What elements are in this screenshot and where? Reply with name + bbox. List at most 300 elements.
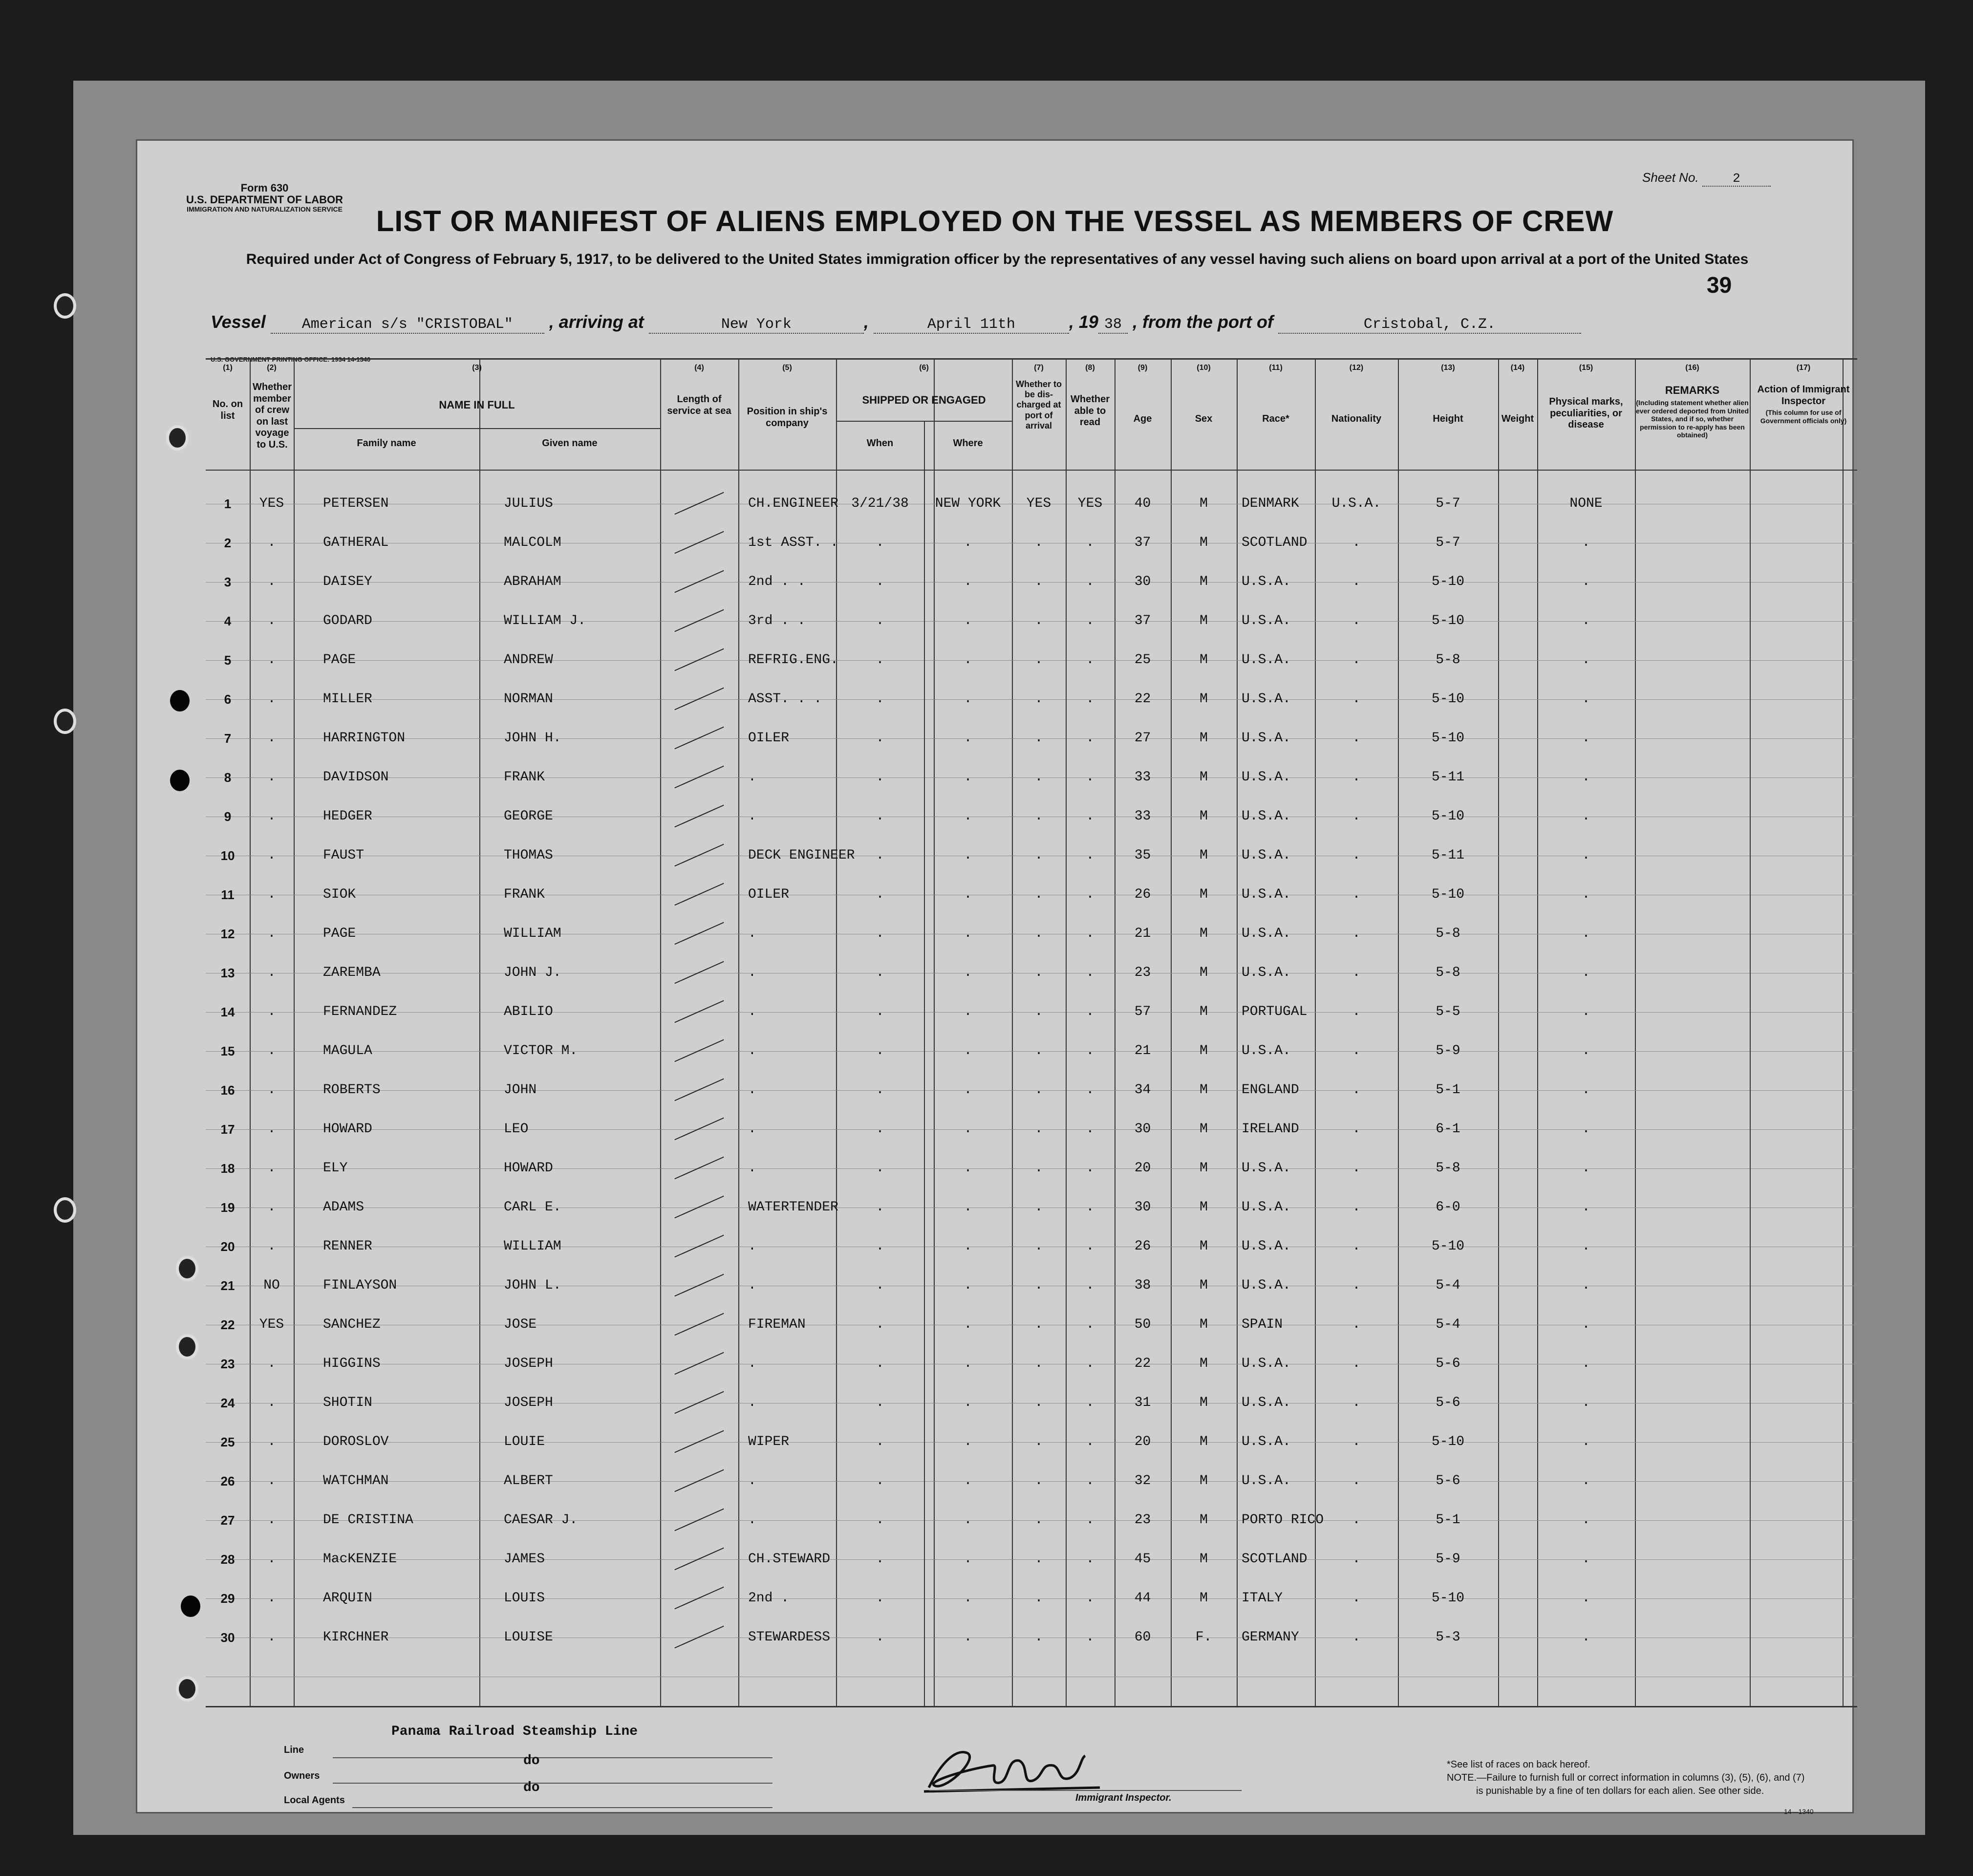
cell-read: . — [1086, 848, 1094, 863]
cell-when: . — [876, 535, 884, 550]
cell-prev: . — [267, 1004, 276, 1019]
cell-no: 24 — [220, 1396, 235, 1410]
cell-height: 5-7 — [1436, 496, 1460, 511]
cell-phys: . — [1582, 1278, 1590, 1293]
cell-race: U.S.A. — [1242, 691, 1291, 707]
cell-given: WILLIAM — [504, 926, 561, 941]
cell-when: . — [876, 809, 884, 824]
cell-prev: . — [267, 1473, 276, 1488]
cell-given: JOHN H. — [504, 731, 561, 746]
column-number: (15) — [1579, 364, 1593, 372]
inspector-underline — [929, 1790, 1242, 1791]
cell-where: . — [964, 1239, 972, 1254]
column-number: (10) — [1197, 364, 1211, 372]
cell-phys: . — [1582, 652, 1590, 668]
cell-nat: . — [1352, 1121, 1361, 1137]
cell-when: . — [876, 1317, 884, 1332]
cell-race: U.S.A. — [1242, 848, 1291, 863]
service-tick-mark — [674, 1313, 724, 1336]
cell-read: . — [1086, 1239, 1094, 1254]
cell-where: . — [964, 848, 972, 863]
cell-phys: . — [1582, 1434, 1590, 1449]
cell-no: 1 — [224, 496, 232, 511]
cell-when: . — [876, 574, 884, 589]
cell-family: FAUST — [323, 848, 365, 863]
cell-where: . — [964, 535, 972, 550]
cell-given: JULIUS — [504, 496, 553, 511]
binder-hole — [176, 1676, 198, 1702]
cell-sex: M — [1200, 1200, 1208, 1215]
cell-age: 22 — [1134, 691, 1151, 707]
cell-no: 18 — [220, 1161, 235, 1176]
cell-age: 26 — [1134, 1239, 1151, 1254]
cell-no: 20 — [220, 1239, 235, 1254]
cell-read: . — [1086, 652, 1094, 668]
cell-age: 30 — [1134, 1121, 1151, 1137]
cell-height: 5-6 — [1436, 1356, 1460, 1371]
cell-height: 6-0 — [1436, 1200, 1460, 1215]
column-header: Race* — [1262, 413, 1289, 424]
column-number: (1) — [223, 364, 233, 372]
cell-where: . — [964, 926, 972, 941]
cell-no: 6 — [224, 692, 232, 707]
cell-given: HOWARD — [504, 1161, 553, 1176]
cell-given: ALBERT — [504, 1473, 553, 1488]
column-header: Physical marks, peculiarities, or disease — [1549, 396, 1623, 431]
binder-hole — [166, 425, 189, 451]
cell-no: 21 — [220, 1278, 235, 1293]
column-header: When — [866, 438, 894, 449]
service-tick-mark — [674, 883, 724, 906]
cell-where: . — [964, 731, 972, 746]
cell-nat: . — [1352, 887, 1361, 902]
column-header: Given name — [542, 438, 598, 449]
cell-nat: . — [1352, 652, 1361, 668]
cell-given: LEO — [504, 1121, 529, 1137]
arrival-date: April 11th — [874, 316, 1069, 334]
cell-race: PORTUGAL — [1242, 1004, 1308, 1019]
cell-height: 5-10 — [1431, 809, 1465, 824]
cell-no: 12 — [220, 927, 235, 941]
cell-race: U.S.A. — [1242, 1161, 1291, 1176]
cell-sex: F. — [1195, 1630, 1212, 1645]
column-number: (14) — [1510, 364, 1525, 372]
cell-disch: . — [1034, 535, 1043, 550]
cell-family: FINLAYSON — [323, 1278, 397, 1293]
cell-phys: . — [1582, 574, 1590, 589]
cell-family: HIGGINS — [323, 1356, 381, 1371]
cell-family: DAISEY — [323, 574, 372, 589]
cell-when: . — [876, 1082, 884, 1098]
service-tick-mark — [674, 1235, 724, 1258]
manifest-sheet — [136, 139, 1854, 1813]
cell-position: . — [748, 965, 756, 980]
cell-position: 3rd . . — [748, 613, 806, 628]
cell-phys: . — [1582, 809, 1590, 824]
column-divider — [1635, 360, 1636, 1706]
column-divider — [1237, 360, 1238, 1706]
cell-when: . — [876, 1043, 884, 1058]
cell-read: . — [1086, 1395, 1094, 1410]
cell-age: 26 — [1134, 887, 1151, 902]
cell-where: . — [964, 887, 972, 902]
cell-position: . — [748, 1043, 756, 1058]
cell-height: 5-10 — [1431, 574, 1465, 589]
binder-hole — [176, 1334, 198, 1359]
cell-position: CH.STEWARD — [748, 1552, 831, 1567]
cell-age: 21 — [1134, 1043, 1151, 1058]
column-number: (6) — [919, 364, 929, 372]
cell-disch: . — [1034, 887, 1043, 902]
cell-nat: . — [1352, 1004, 1361, 1019]
cell-age: 38 — [1134, 1278, 1151, 1293]
cell-age: 45 — [1134, 1552, 1151, 1567]
cell-height: 5-4 — [1436, 1278, 1460, 1293]
cell-when: . — [876, 770, 884, 785]
column-number: (13) — [1441, 364, 1455, 372]
cell-given: LOUISE — [504, 1630, 553, 1645]
cell-prev: . — [267, 1043, 276, 1058]
cell-disch: . — [1034, 1004, 1043, 1019]
line-label: Line — [284, 1745, 304, 1755]
cell-family: HEDGER — [323, 809, 372, 824]
cell-age: 44 — [1134, 1591, 1151, 1606]
cell-position: . — [748, 1121, 756, 1137]
service-tick-mark — [674, 1039, 724, 1062]
cell-no: 9 — [224, 809, 232, 824]
cell-when: . — [876, 1434, 884, 1449]
column-header: (This column for use of Government officials only) — [1760, 409, 1847, 425]
cell-when: . — [876, 1512, 884, 1528]
service-tick-mark — [674, 1391, 724, 1414]
service-tick-mark — [674, 1274, 724, 1297]
cell-prev: YES — [259, 496, 284, 511]
cell-race: DENMARK — [1242, 496, 1299, 511]
form-number: Form 630 — [240, 182, 289, 194]
cell-family: FERNANDEZ — [323, 1004, 397, 1019]
cell-nat: . — [1352, 926, 1361, 941]
column-header: Position in ship's company — [747, 406, 828, 429]
cell-family: DAVIDSON — [323, 770, 389, 785]
column-number: (4) — [694, 364, 704, 372]
cell-where: . — [964, 1512, 972, 1528]
service-tick-mark — [674, 805, 724, 828]
cell-read: . — [1086, 1512, 1094, 1528]
cell-nat: . — [1352, 1161, 1361, 1176]
cell-disch: . — [1034, 809, 1043, 824]
cell-where: NEW YORK — [935, 496, 1001, 511]
cell-read: . — [1086, 1473, 1094, 1488]
cell-position: . — [748, 809, 756, 824]
cell-age: 23 — [1134, 1512, 1151, 1528]
cell-when: . — [876, 926, 884, 941]
cell-height: 5-9 — [1436, 1043, 1460, 1058]
cell-nat: . — [1352, 731, 1361, 746]
cell-position: . — [748, 926, 756, 941]
column-number: (5) — [782, 364, 792, 372]
cell-age: 23 — [1134, 965, 1151, 980]
cell-where: . — [964, 1473, 972, 1488]
cell-prev: . — [267, 770, 276, 785]
owners-value: do — [523, 1753, 540, 1768]
cell-given: JOHN L. — [504, 1278, 561, 1293]
column-header: Length of service at sea — [667, 394, 731, 416]
cell-race: ITALY — [1242, 1591, 1283, 1606]
cell-prev: . — [267, 809, 276, 824]
cell-given: FRANK — [504, 887, 545, 902]
service-tick-mark — [674, 1078, 724, 1101]
cell-race: U.S.A. — [1242, 1278, 1291, 1293]
vessel-line: Vessel American s/s "CRISTOBAL" , arriving at New York , April 11th , 19 38 , from the port of Cristobal, C.Z. — [211, 312, 1823, 334]
column-divider — [1498, 360, 1499, 1706]
cell-nat: . — [1352, 613, 1361, 628]
cell-position: . — [748, 1004, 756, 1019]
cell-race: U.S.A. — [1242, 613, 1291, 628]
cell-position: 1st ASST. . — [748, 535, 838, 550]
cell-given: MALCOLM — [504, 535, 561, 550]
column-number: (17) — [1796, 364, 1811, 372]
service-tick-mark — [674, 1352, 724, 1375]
cell-height: 5-5 — [1436, 1004, 1460, 1019]
cell-family: WATCHMAN — [323, 1473, 389, 1488]
punch-mark — [170, 770, 190, 791]
cell-race: U.S.A. — [1242, 1043, 1291, 1058]
cell-nat: U.S.A. — [1331, 496, 1381, 511]
cell-read: YES — [1077, 496, 1103, 511]
cell-phys: . — [1582, 731, 1590, 746]
cell-position: ASST. . . — [748, 691, 822, 707]
cell-phys: . — [1582, 1591, 1590, 1606]
cell-read: . — [1086, 887, 1094, 902]
cell-no: 19 — [220, 1200, 235, 1215]
crew-table — [206, 358, 1857, 1707]
cell-where: . — [964, 1278, 972, 1293]
punch-mark — [181, 1596, 200, 1617]
cell-age: 50 — [1134, 1317, 1151, 1332]
cell-where: . — [964, 770, 972, 785]
cell-phys: . — [1582, 1004, 1590, 1019]
service-tick-mark — [674, 1196, 724, 1219]
column-header: Sex — [1195, 413, 1213, 424]
cell-sex: M — [1200, 691, 1208, 707]
cell-sex: M — [1200, 1473, 1208, 1488]
cell-sex: M — [1200, 809, 1208, 824]
cell-given: JOSE — [504, 1317, 537, 1332]
cell-phys: . — [1582, 1082, 1590, 1098]
cell-no: 4 — [224, 614, 232, 628]
cell-family: MAGULA — [323, 1043, 372, 1058]
cell-position: OILER — [748, 887, 790, 902]
cell-age: 33 — [1134, 809, 1151, 824]
cell-position: . — [748, 1082, 756, 1098]
column-header: SHIPPED OR ENGAGED — [862, 394, 986, 406]
stamp-number: 39 — [1707, 272, 1732, 298]
cell-phys: . — [1582, 535, 1590, 550]
column-number: (9) — [1137, 364, 1148, 372]
cell-where: . — [964, 691, 972, 707]
cell-age: 37 — [1134, 613, 1151, 628]
cell-height: 5-10 — [1431, 691, 1465, 707]
cell-disch: . — [1034, 1317, 1043, 1332]
cell-prev: . — [267, 887, 276, 902]
cell-nat: . — [1352, 1317, 1361, 1332]
cell-prev: . — [267, 1512, 276, 1528]
cell-when: . — [876, 1239, 884, 1254]
cell-phys: . — [1582, 1552, 1590, 1567]
cell-read: . — [1086, 926, 1094, 941]
cell-where: . — [964, 1552, 972, 1567]
departure-port: Cristobal, C.Z. — [1278, 316, 1581, 334]
cell-height: 5-11 — [1431, 770, 1465, 785]
cell-no: 23 — [220, 1357, 235, 1371]
cell-family: PAGE — [323, 926, 356, 941]
cell-given: GEORGE — [504, 809, 553, 824]
cell-where: . — [964, 1630, 972, 1645]
cell-height: 5-10 — [1431, 731, 1465, 746]
cell-disch: . — [1034, 1200, 1043, 1215]
service-tick-mark — [674, 688, 724, 711]
cell-position: . — [748, 1239, 756, 1254]
cell-prev: . — [267, 1200, 276, 1215]
cell-disch: . — [1034, 1434, 1043, 1449]
cell-family: HOWARD — [323, 1121, 372, 1137]
cell-where: . — [964, 1043, 972, 1058]
cell-no: 8 — [224, 770, 232, 785]
column-header: Where — [953, 438, 983, 449]
cell-where: . — [964, 1317, 972, 1332]
cell-nat: . — [1352, 535, 1361, 550]
cell-age: 25 — [1134, 652, 1151, 668]
cell-when: . — [876, 1278, 884, 1293]
cell-position: 2nd . — [748, 1591, 790, 1606]
cell-phys: . — [1582, 1161, 1590, 1176]
cell-no: 25 — [220, 1435, 235, 1449]
cell-race: IRELAND — [1242, 1121, 1299, 1137]
cell-sex: M — [1200, 770, 1208, 785]
cell-sex: M — [1200, 887, 1208, 902]
cell-disch: . — [1034, 1473, 1043, 1488]
cell-age: 35 — [1134, 848, 1151, 863]
cell-nat: . — [1352, 965, 1361, 980]
cell-nat: . — [1352, 691, 1361, 707]
cell-read: . — [1086, 1317, 1094, 1332]
cell-nat: . — [1352, 1591, 1361, 1606]
cell-no: 14 — [220, 1005, 235, 1019]
cell-sex: M — [1200, 1278, 1208, 1293]
cell-sex: M — [1200, 926, 1208, 941]
cell-disch: . — [1034, 1082, 1043, 1098]
service-tick-mark — [674, 922, 724, 945]
column-number: (12) — [1349, 364, 1364, 372]
agents-label: Local Agents — [284, 1795, 345, 1806]
cell-family: MacKENZIE — [323, 1552, 397, 1567]
cell-race: SCOTLAND — [1242, 1552, 1308, 1567]
cell-read: . — [1086, 770, 1094, 785]
cell-read: . — [1086, 1434, 1094, 1449]
cell-phys: . — [1582, 965, 1590, 980]
cell-sex: M — [1200, 1395, 1208, 1410]
cell-family: PETERSEN — [323, 496, 389, 511]
cell-prev: . — [267, 926, 276, 941]
cell-height: 5-7 — [1436, 535, 1460, 550]
cell-sex: M — [1200, 574, 1208, 589]
cell-nat: . — [1352, 1278, 1361, 1293]
cell-phys: . — [1582, 613, 1590, 628]
cell-read: . — [1086, 965, 1094, 980]
column-header: Whether to be dis-charged at port of arrival — [1016, 379, 1062, 431]
service-tick-mark — [674, 1626, 724, 1649]
subheader-divider — [294, 428, 660, 429]
cell-prev: . — [267, 1082, 276, 1098]
service-tick-mark — [674, 1430, 724, 1453]
cell-given: VICTOR M. — [504, 1043, 578, 1058]
cell-given: WILLIAM J. — [504, 613, 586, 628]
cell-nat: . — [1352, 1512, 1361, 1528]
cell-disch: . — [1034, 1552, 1043, 1567]
cell-when: . — [876, 1200, 884, 1215]
cell-read: . — [1086, 1004, 1094, 1019]
cell-height: 5-6 — [1436, 1473, 1460, 1488]
cell-family: DOROSLOV — [323, 1434, 389, 1449]
sheet-number — [1642, 170, 1771, 187]
cell-nat: . — [1352, 770, 1361, 785]
cell-nat: . — [1352, 1434, 1361, 1449]
cell-nat: . — [1352, 1395, 1361, 1410]
cell-phys: . — [1582, 1317, 1590, 1332]
column-number: (3) — [472, 364, 482, 372]
cell-no: 17 — [220, 1122, 235, 1137]
column-header: Weight — [1501, 413, 1534, 424]
cell-family: ZAREMBA — [323, 965, 381, 980]
cell-age: 34 — [1134, 1082, 1151, 1098]
cell-read: . — [1086, 535, 1094, 550]
cell-age: 33 — [1134, 770, 1151, 785]
binder-hole — [54, 1197, 76, 1223]
column-number: (8) — [1085, 364, 1095, 372]
cell-prev: . — [267, 731, 276, 746]
owners-label: Owners — [284, 1770, 320, 1781]
cell-family: SANCHEZ — [323, 1317, 381, 1332]
cell-height: 5-10 — [1431, 887, 1465, 902]
manifest-footer — [206, 1704, 1857, 1815]
cell-prev: NO — [263, 1278, 280, 1293]
binder-hole — [54, 709, 76, 734]
cell-race: U.S.A. — [1242, 1356, 1291, 1371]
agents-underline — [352, 1807, 772, 1808]
form-code: 14—1340 — [1784, 1808, 1814, 1815]
cell-position: . — [748, 1512, 756, 1528]
vessel-label: Vessel — [211, 312, 266, 332]
cell-when: . — [876, 1356, 884, 1371]
cell-nat: . — [1352, 574, 1361, 589]
cell-family: ROBERTS — [323, 1082, 381, 1098]
cell-age: 30 — [1134, 1200, 1151, 1215]
from-port-label: , from the port of — [1132, 312, 1273, 332]
service-tick-mark — [674, 766, 724, 789]
cell-prev: . — [267, 848, 276, 863]
cell-age: 60 — [1134, 1630, 1151, 1645]
cell-prev: . — [267, 965, 276, 980]
column-header: NAME IN FULL — [439, 399, 515, 411]
cell-position: . — [748, 1395, 756, 1410]
cell-disch: YES — [1026, 496, 1051, 511]
cell-disch: . — [1034, 731, 1043, 746]
cell-given: NORMAN — [504, 691, 553, 707]
cell-race: U.S.A. — [1242, 887, 1291, 902]
cell-phys: . — [1582, 1395, 1590, 1410]
cell-when: . — [876, 887, 884, 902]
cell-read: . — [1086, 613, 1094, 628]
